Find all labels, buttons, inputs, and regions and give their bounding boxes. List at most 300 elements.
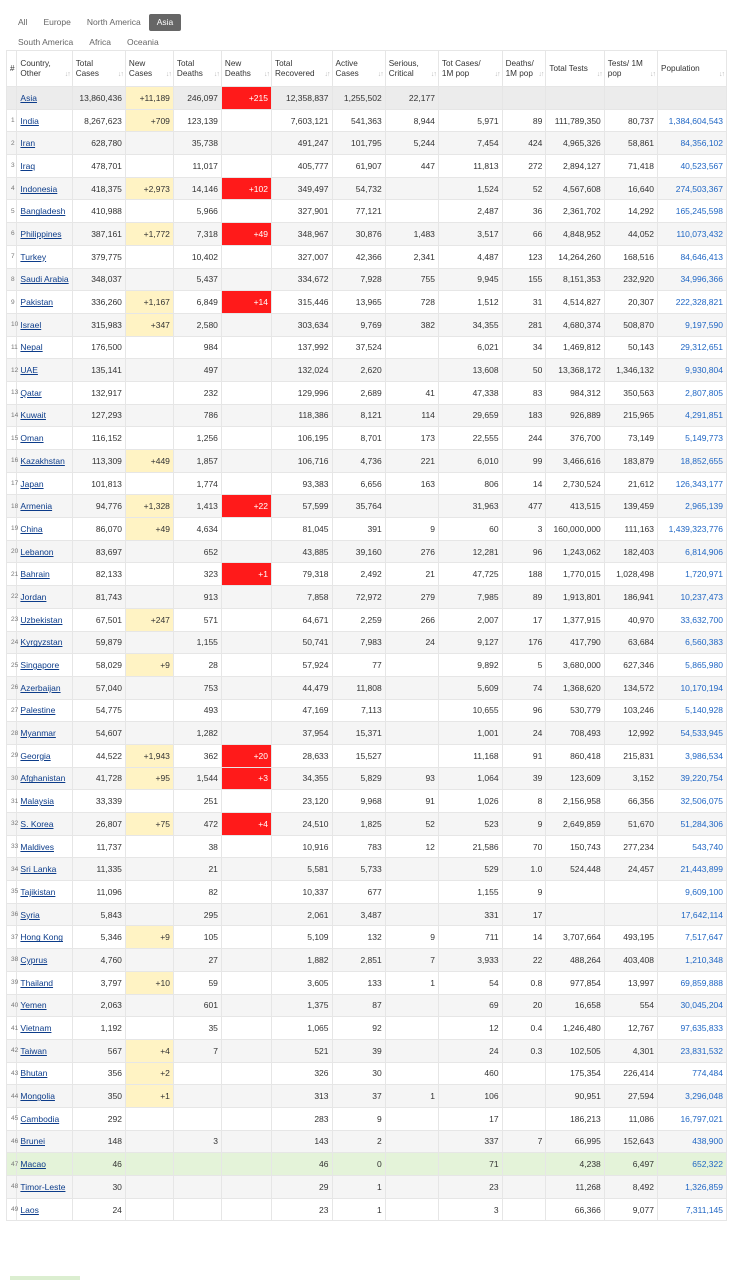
table-row: [7, 450, 727, 473]
cell-population: 30,045,204: [658, 994, 727, 1017]
country-link[interactable]: Macao: [20, 1159, 46, 1170]
cell-total-deaths: 1,413: [173, 495, 221, 518]
cell-new-deaths: [221, 155, 271, 178]
cell-new-deaths: [221, 586, 271, 609]
cell-new-cases: [125, 835, 173, 858]
cell-total-cases: 315,983: [72, 313, 125, 336]
cell-total-cases: 348,037: [72, 268, 125, 291]
cell-cases-per-m: 11,168: [438, 744, 502, 767]
cell-total-recovered: 491,247: [272, 132, 333, 155]
cell-idx: 44: [7, 1085, 17, 1108]
cell-active-cases: 30,876: [332, 223, 385, 246]
cell-cases-per-m: 9,892: [438, 654, 502, 677]
filter-tab-all[interactable]: All: [18, 17, 28, 27]
cell-new-cases: +1: [125, 1085, 173, 1108]
cell-deaths-per-m: 14: [502, 472, 546, 495]
cell-tests-per-m: 13,997: [604, 971, 657, 994]
cell-active-cases: 1: [332, 1198, 385, 1221]
country-link[interactable]: Kyrgyzstan: [20, 637, 63, 648]
cell-idx: 5: [7, 200, 17, 223]
cell-new-cases: [125, 1107, 173, 1130]
column-header-cases-per-m[interactable]: [438, 51, 502, 87]
cell-serious: 2,341: [385, 245, 438, 268]
cell-total-deaths: 4,634: [173, 518, 221, 541]
country-link[interactable]: Yemen: [20, 1000, 47, 1011]
cell-tests-per-m: 215,831: [604, 744, 657, 767]
cell-new-deaths: [221, 881, 271, 904]
country-link[interactable]: Lebanon: [20, 546, 54, 557]
cell-country: [17, 1017, 72, 1040]
cell-active-cases: 132: [332, 926, 385, 949]
table-row: [7, 132, 727, 155]
sort-arrows-icon[interactable]: ↓↑: [596, 71, 602, 78]
cell-country: [17, 223, 72, 246]
cell-total-cases: 94,776: [72, 495, 125, 518]
filter-tab-africa[interactable]: Africa: [89, 37, 112, 47]
country-link[interactable]: Azerbaijan: [20, 682, 61, 693]
country-link[interactable]: Iran: [20, 138, 36, 149]
cell-total-tests: 66,366: [546, 1198, 604, 1221]
cell-population: 23,831,532: [658, 1039, 727, 1062]
cell-total-tests: 4,848,952: [546, 223, 604, 246]
country-link[interactable]: Singapore: [20, 660, 60, 671]
country-link[interactable]: Syria: [20, 909, 40, 920]
country-link[interactable]: Tajikistan: [20, 886, 56, 897]
table-row: [7, 949, 727, 972]
sort-arrows-icon[interactable]: ↓↑: [430, 71, 436, 78]
cell-cases-per-m: 9,945: [438, 268, 502, 291]
cell-total-recovered: 106,195: [272, 427, 333, 450]
cell-serious: 163: [385, 472, 438, 495]
cell-total-tests: 1,770,015: [546, 563, 604, 586]
table-row: [7, 540, 727, 563]
cell-cases-per-m: 13,608: [438, 359, 502, 382]
cell-new-deaths: [221, 404, 271, 427]
cell-active-cases: 0: [332, 1153, 385, 1176]
cases-table: [6, 50, 727, 1221]
cell-serious: [385, 903, 438, 926]
cell-tests-per-m: 24,457: [604, 858, 657, 881]
cell-new-cases: [125, 1130, 173, 1153]
cell-total-cases: 1,192: [72, 1017, 125, 1040]
cell-total-deaths: [173, 1198, 221, 1221]
cell-idx: 2: [7, 132, 17, 155]
cell-country: [17, 813, 72, 836]
cell-total-deaths: 497: [173, 359, 221, 382]
cell-deaths-per-m: 20: [502, 994, 546, 1017]
cell-idx: 31: [7, 790, 17, 813]
cell-active-cases: 39,160: [332, 540, 385, 563]
cell-idx: 42: [7, 1039, 17, 1062]
country-link[interactable]: India: [20, 115, 39, 126]
country-link[interactable]: Vietnam: [20, 1023, 52, 1034]
cell-population: 10,237,473: [658, 586, 727, 609]
cell-new-deaths: [221, 132, 271, 155]
sort-arrows-icon[interactable]: ↓↑: [377, 71, 383, 78]
cell-serious: 728: [385, 291, 438, 314]
filter-tab-asia[interactable]: Asia: [149, 14, 182, 31]
table-row: [7, 268, 727, 291]
cell-population: 39,220,754: [658, 767, 727, 790]
cell-total-recovered: 12,358,837: [272, 87, 333, 110]
cell-population: 3,296,048: [658, 1085, 727, 1108]
cell-total-deaths: 323: [173, 563, 221, 586]
cell-population: 17,642,114: [658, 903, 727, 926]
cell-active-cases: 783: [332, 835, 385, 858]
cell-tests-per-m: 6,497: [604, 1153, 657, 1176]
cell-serious: 447: [385, 155, 438, 178]
cell-deaths-per-m: 83: [502, 381, 546, 404]
cell-country: [17, 790, 72, 813]
column-header-total-cases[interactable]: [72, 51, 125, 87]
cell-tests-per-m: 152,643: [604, 1130, 657, 1153]
cell-deaths-per-m: 281: [502, 313, 546, 336]
cell-serious: [385, 200, 438, 223]
cell-tests-per-m: 627,346: [604, 654, 657, 677]
cell-new-cases: [125, 1198, 173, 1221]
country-link[interactable]: Qatar: [20, 387, 42, 398]
sort-arrows-icon[interactable]: ↓↑: [264, 71, 269, 78]
cell-active-cases: 30: [332, 1062, 385, 1085]
table-row: [7, 971, 727, 994]
cell-total-cases: 44,522: [72, 744, 125, 767]
table-row: [7, 1176, 727, 1199]
cell-tests-per-m: 403,408: [604, 949, 657, 972]
column-header-label: Total Cases: [75, 58, 99, 78]
country-link[interactable]: Kazakhstan: [20, 455, 65, 466]
cell-active-cases: 101,795: [332, 132, 385, 155]
cell-country: [17, 472, 72, 495]
cell-total-cases: 81,743: [72, 586, 125, 609]
cell-deaths-per-m: 99: [502, 450, 546, 473]
country-link[interactable]: Taiwan: [20, 1045, 47, 1056]
cell-country: [17, 495, 72, 518]
cell-total-deaths: 35: [173, 1017, 221, 1040]
cell-idx: 3: [7, 155, 17, 178]
cell-total-cases: 3,797: [72, 971, 125, 994]
country-link[interactable]: Hong Kong: [20, 932, 63, 943]
cell-idx: 6: [7, 223, 17, 246]
country-link[interactable]: Myanmar: [20, 728, 56, 739]
cell-total-deaths: 7: [173, 1039, 221, 1062]
country-link[interactable]: Sri Lanka: [20, 864, 57, 875]
cell-tests-per-m: 139,459: [604, 495, 657, 518]
cell-new-deaths: [221, 790, 271, 813]
table-row: [7, 994, 727, 1017]
sort-arrows-icon[interactable]: ↓↑: [494, 71, 500, 78]
sort-arrows-icon[interactable]: ↓↑: [324, 71, 330, 78]
cell-population: 774,484: [658, 1062, 727, 1085]
country-link[interactable]: Laos: [20, 1204, 39, 1215]
country-link[interactable]: Mongolia: [20, 1091, 55, 1102]
sort-arrows-icon[interactable]: ↓↑: [719, 71, 724, 78]
cell-total-deaths: 59: [173, 971, 221, 994]
cell-country: [17, 676, 72, 699]
country-link[interactable]: Brunei: [20, 1136, 45, 1147]
country-link[interactable]: Philippines: [20, 228, 62, 239]
cell-tests-per-m: [604, 903, 657, 926]
cell-active-cases: 92: [332, 1017, 385, 1040]
cell-new-deaths: [221, 540, 271, 563]
cell-total-cases: 30: [72, 1176, 125, 1199]
column-header-deaths-per-m[interactable]: [502, 51, 546, 87]
cell-idx: 12: [7, 359, 17, 382]
country-link[interactable]: Jordan: [20, 591, 47, 602]
country-link[interactable]: Bhutan: [20, 1068, 48, 1079]
cell-deaths-per-m: 24: [502, 722, 546, 745]
cell-total-recovered: 521: [272, 1039, 333, 1062]
country-link[interactable]: Thailand: [20, 977, 54, 988]
cell-total-recovered: 24,510: [272, 813, 333, 836]
cell-country: [17, 563, 72, 586]
country-link[interactable]: China: [20, 523, 43, 534]
cell-cases-per-m: 1,001: [438, 722, 502, 745]
cell-cases-per-m: 7,454: [438, 132, 502, 155]
cell-population: 126,343,177: [658, 472, 727, 495]
cell-serious: [385, 722, 438, 745]
cell-total-deaths: [173, 1176, 221, 1199]
cell-tests-per-m: 40,970: [604, 608, 657, 631]
cell-deaths-per-m: 188: [502, 563, 546, 586]
cell-country: [17, 631, 72, 654]
cell-new-deaths: [221, 608, 271, 631]
country-link[interactable]: Cambodia: [20, 1113, 60, 1124]
country-link[interactable]: Iraq: [20, 160, 36, 171]
cell-total-deaths: [173, 1107, 221, 1130]
cell-active-cases: 2,851: [332, 949, 385, 972]
cell-new-cases: +449: [125, 450, 173, 473]
sort-arrows-icon[interactable]: ↓↑: [213, 71, 219, 78]
column-header-new-deaths[interactable]: [221, 51, 271, 87]
cell-deaths-per-m: 31: [502, 291, 546, 314]
cell-new-cases: [125, 336, 173, 359]
cell-serious: 1,483: [385, 223, 438, 246]
table-row: [7, 835, 727, 858]
cell-population: 69,859,888: [658, 971, 727, 994]
country-link[interactable]: Timor-Leste: [20, 1181, 66, 1192]
cell-deaths-per-m: 0.8: [502, 971, 546, 994]
cell-total-recovered: 315,446: [272, 291, 333, 314]
country-link[interactable]: Cyprus: [20, 954, 48, 965]
table-row: [7, 245, 727, 268]
cell-idx: 1: [7, 109, 17, 132]
sort-arrows-icon[interactable]: ↓↑: [64, 71, 70, 78]
cell-country: [17, 87, 72, 110]
cell-total-recovered: 34,355: [272, 767, 333, 790]
cell-total-deaths: 105: [173, 926, 221, 949]
cell-active-cases: 13,965: [332, 291, 385, 314]
sort-arrows-icon[interactable]: ↓↑: [650, 71, 655, 78]
cell-total-tests: 150,743: [546, 835, 604, 858]
cell-active-cases: 77: [332, 654, 385, 677]
cell-tests-per-m: 20,307: [604, 291, 657, 314]
cell-serious: 276: [385, 540, 438, 563]
cell-new-cases: +1,943: [125, 744, 173, 767]
cell-idx: 18: [7, 495, 17, 518]
country-link[interactable]: Malaysia: [20, 796, 54, 807]
cell-total-tests: 1,243,062: [546, 540, 604, 563]
column-header-total-deaths[interactable]: [173, 51, 221, 87]
sort-arrows-icon[interactable]: ↓↑: [117, 71, 123, 78]
cell-total-cases: 83,697: [72, 540, 125, 563]
cell-serious: [385, 994, 438, 1017]
cell-active-cases: 3,487: [332, 903, 385, 926]
cell-country: [17, 971, 72, 994]
cell-new-deaths: [221, 1085, 271, 1108]
column-header-label: Active Cases: [335, 58, 359, 78]
country-link[interactable]: Israel: [20, 319, 42, 330]
cell-serious: 266: [385, 608, 438, 631]
cell-tests-per-m: 44,052: [604, 223, 657, 246]
country-link[interactable]: Japan: [20, 478, 44, 489]
cell-active-cases: 9: [332, 1107, 385, 1130]
column-header-total-recovered[interactable]: [272, 51, 333, 87]
cell-new-cases: [125, 427, 173, 450]
filter-tab-north-america[interactable]: North America: [86, 17, 141, 27]
cell-deaths-per-m: [502, 1176, 546, 1199]
cell-cases-per-m: 29,659: [438, 404, 502, 427]
country-link[interactable]: S. Korea: [20, 818, 54, 829]
cell-tests-per-m: 554: [604, 994, 657, 1017]
column-header-tests-per-m[interactable]: [604, 51, 657, 87]
cell-new-deaths: [221, 971, 271, 994]
cell-total-recovered: 143: [272, 1130, 333, 1153]
country-link[interactable]: Palestine: [20, 705, 56, 716]
cell-country: [17, 381, 72, 404]
cell-country: [17, 1130, 72, 1153]
filter-tab-oceania[interactable]: Oceania: [127, 37, 159, 47]
cell-total-cases: 350: [72, 1085, 125, 1108]
cell-tests-per-m: 50,143: [604, 336, 657, 359]
country-link[interactable]: Saudi Arabia: [20, 274, 69, 285]
cell-idx: 8: [7, 268, 17, 291]
cell-total-recovered: 313: [272, 1085, 333, 1108]
table-row: [7, 381, 727, 404]
cell-cases-per-m: 4,487: [438, 245, 502, 268]
cell-total-deaths: 232: [173, 381, 221, 404]
cell-idx: 4: [7, 177, 17, 200]
country-link[interactable]: UAE: [20, 365, 38, 376]
cell-serious: [385, 1017, 438, 1040]
cell-population: 10,170,194: [658, 676, 727, 699]
cell-total-recovered: 50,741: [272, 631, 333, 654]
filter-tab-south-america[interactable]: South America: [18, 37, 74, 47]
cell-total-recovered: 57,924: [272, 654, 333, 677]
cell-total-tests: 417,790: [546, 631, 604, 654]
country-link[interactable]: Nepal: [20, 342, 43, 353]
cell-new-deaths: +102: [221, 177, 271, 200]
country-link[interactable]: Georgia: [20, 750, 51, 761]
column-header-active-cases[interactable]: [332, 51, 385, 87]
table-row: [7, 608, 727, 631]
country-link[interactable]: Bahrain: [20, 569, 50, 580]
cell-cases-per-m: 3,933: [438, 949, 502, 972]
cell-total-recovered: 47,169: [272, 699, 333, 722]
cell-total-cases: 33,339: [72, 790, 125, 813]
cell-new-cases: +4: [125, 1039, 173, 1062]
table-row: [7, 495, 727, 518]
cell-total-tests: 90,951: [546, 1085, 604, 1108]
cell-new-deaths: [221, 722, 271, 745]
cell-total-deaths: 601: [173, 994, 221, 1017]
cell-new-deaths: [221, 835, 271, 858]
cell-population: 274,503,367: [658, 177, 727, 200]
cell-total-cases: 567: [72, 1039, 125, 1062]
table-row: [7, 359, 727, 382]
country-link[interactable]: Uzbekistan: [20, 614, 63, 625]
cell-total-deaths: 251: [173, 790, 221, 813]
cell-idx: 19: [7, 518, 17, 541]
sort-arrows-icon[interactable]: ↓↑: [165, 71, 171, 78]
cell-idx: 29: [7, 744, 17, 767]
country-link[interactable]: Indonesia: [20, 183, 58, 194]
cell-serious: [385, 676, 438, 699]
cell-total-tests: 66,995: [546, 1130, 604, 1153]
cell-total-deaths: 123,139: [173, 109, 221, 132]
cell-tests-per-m: 4,301: [604, 1039, 657, 1062]
cell-new-deaths: [221, 1176, 271, 1199]
cell-cases-per-m: 47,725: [438, 563, 502, 586]
column-header-idx: [7, 51, 17, 87]
column-header-serious[interactable]: [385, 51, 438, 87]
country-link[interactable]: Maldives: [20, 841, 54, 852]
column-header-new-cases[interactable]: [125, 51, 173, 87]
cell-cases-per-m: [438, 87, 502, 110]
cell-total-deaths: 1,282: [173, 722, 221, 745]
cell-total-cases: 46: [72, 1153, 125, 1176]
cell-total-cases: 57,040: [72, 676, 125, 699]
table-row: [7, 858, 727, 881]
country-link[interactable]: Oman: [20, 433, 44, 444]
cell-total-tests: [546, 881, 604, 904]
country-link[interactable]: Pakistan: [20, 297, 54, 308]
cell-total-tests: 1,913,801: [546, 586, 604, 609]
column-header-country[interactable]: [17, 51, 72, 87]
column-header-label: #: [10, 63, 15, 73]
cell-total-cases: 116,152: [72, 427, 125, 450]
country-link[interactable]: Kuwait: [20, 410, 46, 421]
cell-serious: 22,177: [385, 87, 438, 110]
cell-active-cases: 11,808: [332, 676, 385, 699]
cell-deaths-per-m: 7: [502, 1130, 546, 1153]
filter-tab-europe[interactable]: Europe: [43, 17, 71, 27]
cell-total-cases: 11,737: [72, 835, 125, 858]
cell-total-deaths: 493: [173, 699, 221, 722]
cell-total-cases: 2,063: [72, 994, 125, 1017]
country-link[interactable]: Turkey: [20, 251, 47, 262]
cell-total-cases: 292: [72, 1107, 125, 1130]
cell-new-deaths: [221, 313, 271, 336]
cell-deaths-per-m: 17: [502, 903, 546, 926]
cell-tests-per-m: 134,572: [604, 676, 657, 699]
column-header-total-tests[interactable]: [546, 51, 604, 87]
continent-filter-row-2: [10, 34, 167, 51]
cell-serious: [385, 1107, 438, 1130]
cell-idx: 24: [7, 631, 17, 654]
cell-serious: 382: [385, 313, 438, 336]
cell-tests-per-m: 12,767: [604, 1017, 657, 1040]
cell-active-cases: 8,121: [332, 404, 385, 427]
cell-country: [17, 722, 72, 745]
cell-active-cases: 87: [332, 994, 385, 1017]
sort-arrows-icon[interactable]: ↓↑: [538, 71, 544, 78]
cell-deaths-per-m: 52: [502, 177, 546, 200]
country-link[interactable]: Afghanistan: [20, 773, 66, 784]
country-link[interactable]: Armenia: [20, 501, 53, 512]
cell-total-recovered: 405,777: [272, 155, 333, 178]
country-link[interactable]: Bangladesh: [20, 206, 66, 217]
column-header-population[interactable]: [658, 51, 727, 87]
